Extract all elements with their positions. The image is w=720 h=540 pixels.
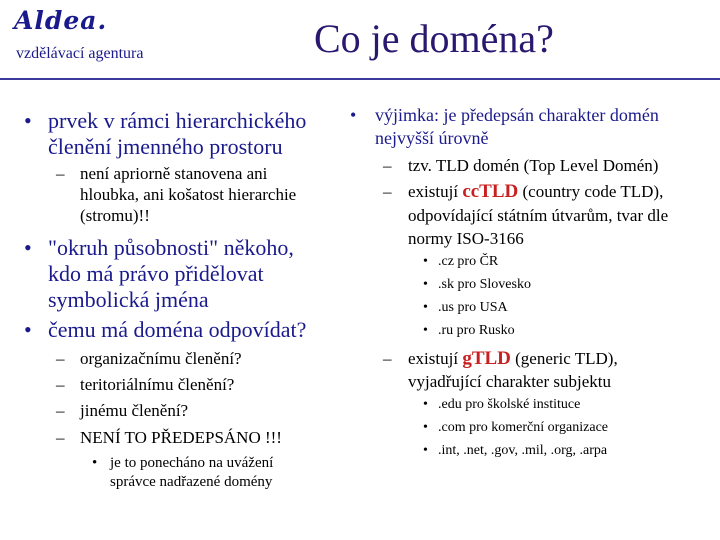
dash-marker: – bbox=[56, 375, 65, 394]
header-divider bbox=[0, 78, 720, 80]
bullet-1-line-1: prvek v rámci hierarchického bbox=[48, 108, 307, 133]
note-line-2: správce nadřazené domény bbox=[110, 474, 273, 490]
dash-marker: – bbox=[56, 164, 65, 183]
bullet-2-line-1: "okruh působnosti" někoho, bbox=[48, 235, 294, 260]
logo: Aldea. bbox=[14, 6, 108, 35]
cc-item-2: .sk pro Slovesko bbox=[438, 277, 531, 292]
dash-marker: – bbox=[56, 349, 65, 368]
bullet-marker: • bbox=[423, 300, 428, 315]
cc-item-1: .cz pro ČR bbox=[438, 254, 499, 269]
bullet-marker: • bbox=[350, 105, 357, 125]
dash-marker: – bbox=[56, 401, 65, 420]
bullet-2-line-2: kdo má právo přidělovat bbox=[48, 261, 264, 286]
right-bullet-line-2: nejvyšší úrovně bbox=[375, 128, 489, 148]
bullet-marker: • bbox=[24, 317, 32, 342]
sub-1-line-1: není apriorně stanovena ani bbox=[80, 164, 268, 183]
cc-item-3: .us pro USA bbox=[438, 300, 508, 315]
sub-item-4: NENÍ TO PŘEDEPSÁNO !!! bbox=[80, 428, 282, 447]
gtld-highlight: gTLD bbox=[462, 348, 511, 369]
dash-marker: – bbox=[383, 349, 392, 368]
cctld-line-3: normy ISO-3166 bbox=[408, 229, 524, 248]
bullet-2-line-3: symbolická jména bbox=[48, 287, 209, 312]
sub-1-line-3: (stromu)!! bbox=[80, 206, 150, 225]
dash-marker: – bbox=[56, 428, 65, 447]
sub-item-1: organizačnímu členění? bbox=[80, 349, 242, 368]
note-line-1: je to ponecháno na uvážení bbox=[110, 455, 274, 471]
bullet-marker: • bbox=[24, 108, 32, 133]
bullet-marker: • bbox=[423, 443, 428, 458]
g-item-3: .int, .net, .gov, .mil, .org, .arpa bbox=[438, 443, 608, 458]
bullet-marker: • bbox=[423, 254, 428, 269]
gtld-line-2: vyjadřující charakter subjektu bbox=[408, 372, 611, 391]
cc-item-4: .ru pro Rusko bbox=[438, 323, 515, 338]
bullet-marker: • bbox=[423, 277, 428, 292]
bullet-marker: • bbox=[24, 235, 32, 260]
cctld-line-2: odpovídající státním útvarům, tvar dle bbox=[408, 206, 669, 225]
bullet-marker: • bbox=[423, 397, 428, 412]
tld-item: tzv. TLD domén (Top Level Domén) bbox=[408, 156, 659, 175]
g-item-1: .edu pro školské instituce bbox=[438, 397, 581, 412]
bullet-marker: • bbox=[92, 455, 98, 471]
tagline: vzdělávací agentura bbox=[16, 45, 144, 62]
bullet-1-line-2: členění jmenného prostoru bbox=[48, 134, 283, 159]
dash-marker: – bbox=[383, 156, 392, 175]
page-title: Co je doména? bbox=[314, 16, 554, 61]
sub-1-line-2: hloubka, ani košatost hierarchie bbox=[80, 185, 297, 204]
bullet-3: čemu má doména odpovídat? bbox=[48, 317, 307, 342]
gtld-line-1: existují gTLD (generic TLD), bbox=[408, 348, 618, 369]
bullet-marker: • bbox=[423, 420, 428, 435]
g-item-2: .com pro komerční organizace bbox=[438, 420, 609, 435]
cctld-line-1: existují ccTLD (country code TLD), bbox=[408, 181, 664, 202]
sub-item-3: jinému členění? bbox=[80, 401, 189, 420]
cctld-highlight: ccTLD bbox=[462, 181, 519, 202]
bullet-marker: • bbox=[423, 323, 428, 338]
right-bullet-line-1: výjimka: je předepsán charakter domén bbox=[375, 105, 659, 125]
dash-marker: – bbox=[383, 182, 392, 201]
sub-item-2: teritoriálnímu členění? bbox=[80, 375, 235, 394]
